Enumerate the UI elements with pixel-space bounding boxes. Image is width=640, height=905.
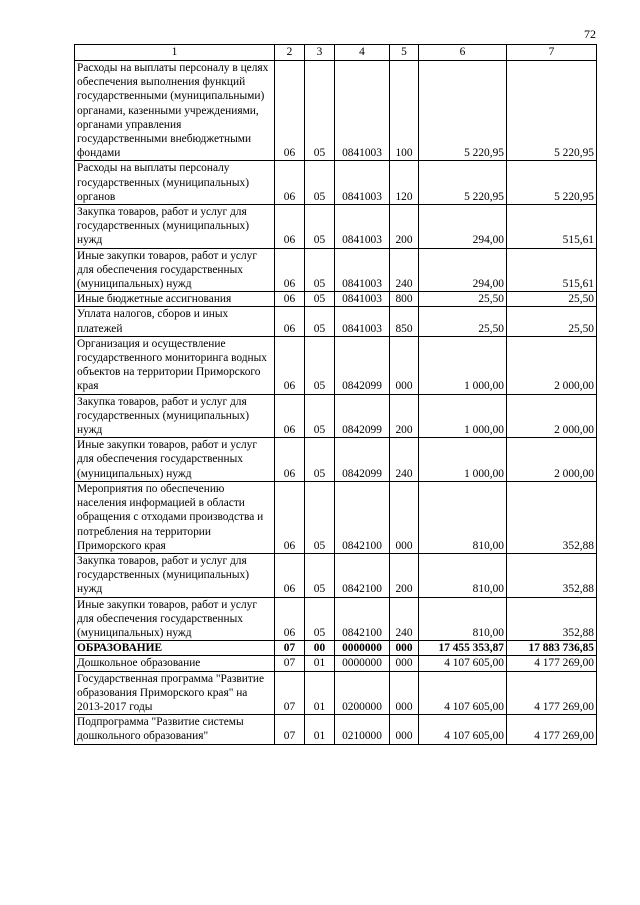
table-row xyxy=(75,715,597,744)
amount-year1-cell: 4 107 605,00 xyxy=(419,671,507,715)
row-name-cell: Государственная программа "Развитие образования Приморского края" на 2013-2017 годы xyxy=(75,671,275,715)
section-code-cell: 06 xyxy=(275,205,305,249)
subsection-code-cell: 05 xyxy=(305,336,335,394)
expense-type-cell: 850 xyxy=(390,307,419,336)
amount-year2-cell: 25,50 xyxy=(507,292,597,307)
amount-year1-cell: 25,50 xyxy=(419,292,507,307)
subsection-code-cell: 00 xyxy=(305,641,335,656)
section-code-cell: 07 xyxy=(275,715,305,744)
target-article-cell: 0842100 xyxy=(335,481,390,553)
subsection-code-cell: 05 xyxy=(305,161,335,205)
row-name-cell: Уплата налогов, сборов и иных платежей xyxy=(75,307,275,336)
subsection-code-cell: 01 xyxy=(305,656,335,671)
table-header-row xyxy=(75,45,597,61)
target-article-cell: 0842099 xyxy=(335,336,390,394)
amount-year1-cell: 4 107 605,00 xyxy=(419,656,507,671)
row-name-cell: Иные бюджетные ассигнования xyxy=(75,292,275,307)
amount-year1-cell: 4 107 605,00 xyxy=(419,715,507,744)
subsection-code-cell: 05 xyxy=(305,205,335,249)
section-code-cell: 06 xyxy=(275,307,305,336)
target-article-cell: 0842099 xyxy=(335,438,390,482)
subsection-code-cell: 05 xyxy=(305,292,335,307)
amount-year2-cell: 4 177 269,00 xyxy=(507,715,597,744)
target-article-cell: 0841003 xyxy=(335,248,390,292)
header-cell: 7 xyxy=(507,45,597,61)
amount-year2-cell: 2 000,00 xyxy=(507,438,597,482)
table-row xyxy=(75,205,597,249)
section-code-cell: 07 xyxy=(275,641,305,656)
expense-type-cell: 000 xyxy=(390,671,419,715)
amount-year1-cell: 294,00 xyxy=(419,248,507,292)
table-row xyxy=(75,641,597,656)
amount-year1-cell: 5 220,95 xyxy=(419,161,507,205)
amount-year1-cell: 1 000,00 xyxy=(419,394,507,438)
amount-year1-cell: 25,50 xyxy=(419,307,507,336)
row-name-cell: Дошкольное образование xyxy=(75,656,275,671)
section-code-cell: 06 xyxy=(275,553,305,597)
section-code-cell: 06 xyxy=(275,481,305,553)
expense-type-cell: 240 xyxy=(390,438,419,482)
target-article-cell: 0842100 xyxy=(335,553,390,597)
table-row xyxy=(75,307,597,336)
amount-year1-cell: 810,00 xyxy=(419,553,507,597)
subsection-code-cell: 05 xyxy=(305,438,335,482)
table-row xyxy=(75,438,597,482)
table-row xyxy=(75,161,597,205)
table-row xyxy=(75,671,597,715)
table-row xyxy=(75,481,597,553)
row-name-cell: Закупка товаров, работ и услуг для государственных (муниципальных) нужд xyxy=(75,205,275,249)
header-cell: 3 xyxy=(305,45,335,61)
target-article-cell: 0842099 xyxy=(335,394,390,438)
expense-type-cell: 100 xyxy=(390,61,419,161)
expense-type-cell: 240 xyxy=(390,597,419,641)
row-name-cell: Подпрограмма "Развитие системы дошкольного образования" xyxy=(75,715,275,744)
amount-year1-cell: 294,00 xyxy=(419,205,507,249)
page-number: 72 xyxy=(584,27,596,41)
row-name-cell: Расходы на выплаты персоналу государственных (муниципальных) органов xyxy=(75,161,275,205)
target-article-cell: 0841003 xyxy=(335,161,390,205)
section-code-cell: 06 xyxy=(275,597,305,641)
table-row xyxy=(75,553,597,597)
section-code-cell: 06 xyxy=(275,61,305,161)
expense-type-cell: 000 xyxy=(390,715,419,744)
expense-type-cell: 240 xyxy=(390,248,419,292)
amount-year2-cell: 352,88 xyxy=(507,597,597,641)
expense-type-cell: 200 xyxy=(390,553,419,597)
amount-year2-cell: 2 000,00 xyxy=(507,336,597,394)
header-cell: 1 xyxy=(75,45,275,61)
section-code-cell: 06 xyxy=(275,248,305,292)
table-row xyxy=(75,597,597,641)
section-code-cell: 06 xyxy=(275,336,305,394)
table-row xyxy=(75,394,597,438)
amount-year1-cell: 1 000,00 xyxy=(419,438,507,482)
subsection-code-cell: 01 xyxy=(305,671,335,715)
amount-year1-cell: 1 000,00 xyxy=(419,336,507,394)
expense-type-cell: 000 xyxy=(390,656,419,671)
row-name-cell: Иные закупки товаров, работ и услуг для обеспечения государственных (муниципальных) нужд xyxy=(75,597,275,641)
target-article-cell: 0841003 xyxy=(335,292,390,307)
section-code-cell: 07 xyxy=(275,671,305,715)
header-cell: 6 xyxy=(419,45,507,61)
target-article-cell: 0841003 xyxy=(335,205,390,249)
amount-year2-cell: 17 883 736,85 xyxy=(507,641,597,656)
row-name-cell: Организация и осуществление государственного мониторинга водных объектов на территории Приморского края xyxy=(75,336,275,394)
amount-year2-cell: 4 177 269,00 xyxy=(507,656,597,671)
table-row xyxy=(75,336,597,394)
target-article-cell: 0210000 xyxy=(335,715,390,744)
target-article-cell: 0842100 xyxy=(335,597,390,641)
amount-year2-cell: 515,61 xyxy=(507,205,597,249)
subsection-code-cell: 05 xyxy=(305,597,335,641)
row-name-cell: Закупка товаров, работ и услуг для государственных (муниципальных) нужд xyxy=(75,394,275,438)
header-cell: 2 xyxy=(275,45,305,61)
target-article-cell: 0841003 xyxy=(335,61,390,161)
amount-year2-cell: 352,88 xyxy=(507,481,597,553)
expense-type-cell: 200 xyxy=(390,394,419,438)
target-article-cell: 0000000 xyxy=(335,656,390,671)
subsection-code-cell: 05 xyxy=(305,481,335,553)
target-article-cell: 0841003 xyxy=(335,307,390,336)
subsection-code-cell: 05 xyxy=(305,553,335,597)
subsection-code-cell: 01 xyxy=(305,715,335,744)
row-name-cell: Расходы на выплаты персоналу в целях обеспечения выполнения функций государственными (муниципальными) органами, казенными учреждениями, органами управления государственными внебюджетными фондами xyxy=(75,61,275,161)
expense-type-cell: 800 xyxy=(390,292,419,307)
header-cell: 5 xyxy=(390,45,419,61)
section-code-cell: 06 xyxy=(275,438,305,482)
subsection-code-cell: 05 xyxy=(305,248,335,292)
table-row xyxy=(75,292,597,307)
amount-year2-cell: 515,61 xyxy=(507,248,597,292)
amount-year1-cell: 810,00 xyxy=(419,481,507,553)
amount-year1-cell: 17 455 353,87 xyxy=(419,641,507,656)
section-code-cell: 07 xyxy=(275,656,305,671)
subsection-code-cell: 05 xyxy=(305,61,335,161)
row-name-cell: Иные закупки товаров, работ и услуг для обеспечения государственных (муниципальных) нужд xyxy=(75,438,275,482)
row-name-cell: ОБРАЗОВАНИЕ xyxy=(75,641,275,656)
expense-type-cell: 000 xyxy=(390,336,419,394)
budget-table xyxy=(74,44,597,745)
expense-type-cell: 000 xyxy=(390,641,419,656)
table-row xyxy=(75,61,597,161)
subsection-code-cell: 05 xyxy=(305,307,335,336)
amount-year2-cell: 4 177 269,00 xyxy=(507,671,597,715)
row-name-cell: Закупка товаров, работ и услуг для государственных (муниципальных) нужд xyxy=(75,553,275,597)
amount-year1-cell: 810,00 xyxy=(419,597,507,641)
amount-year2-cell: 2 000,00 xyxy=(507,394,597,438)
table-row xyxy=(75,656,597,671)
amount-year2-cell: 5 220,95 xyxy=(507,61,597,161)
amount-year1-cell: 5 220,95 xyxy=(419,61,507,161)
amount-year2-cell: 25,50 xyxy=(507,307,597,336)
amount-year2-cell: 352,88 xyxy=(507,553,597,597)
target-article-cell: 0200000 xyxy=(335,671,390,715)
row-name-cell: Мероприятия по обеспечению населения информацией в области обращения с отходами производства и потребления на территории Приморского края xyxy=(75,481,275,553)
expense-type-cell: 000 xyxy=(390,481,419,553)
expense-type-cell: 200 xyxy=(390,205,419,249)
subsection-code-cell: 05 xyxy=(305,394,335,438)
section-code-cell: 06 xyxy=(275,161,305,205)
table-row xyxy=(75,248,597,292)
amount-year2-cell: 5 220,95 xyxy=(507,161,597,205)
section-code-cell: 06 xyxy=(275,292,305,307)
header-cell: 4 xyxy=(335,45,390,61)
target-article-cell: 0000000 xyxy=(335,641,390,656)
row-name-cell: Иные закупки товаров, работ и услуг для обеспечения государственных (муниципальных) нужд xyxy=(75,248,275,292)
section-code-cell: 06 xyxy=(275,394,305,438)
expense-type-cell: 120 xyxy=(390,161,419,205)
